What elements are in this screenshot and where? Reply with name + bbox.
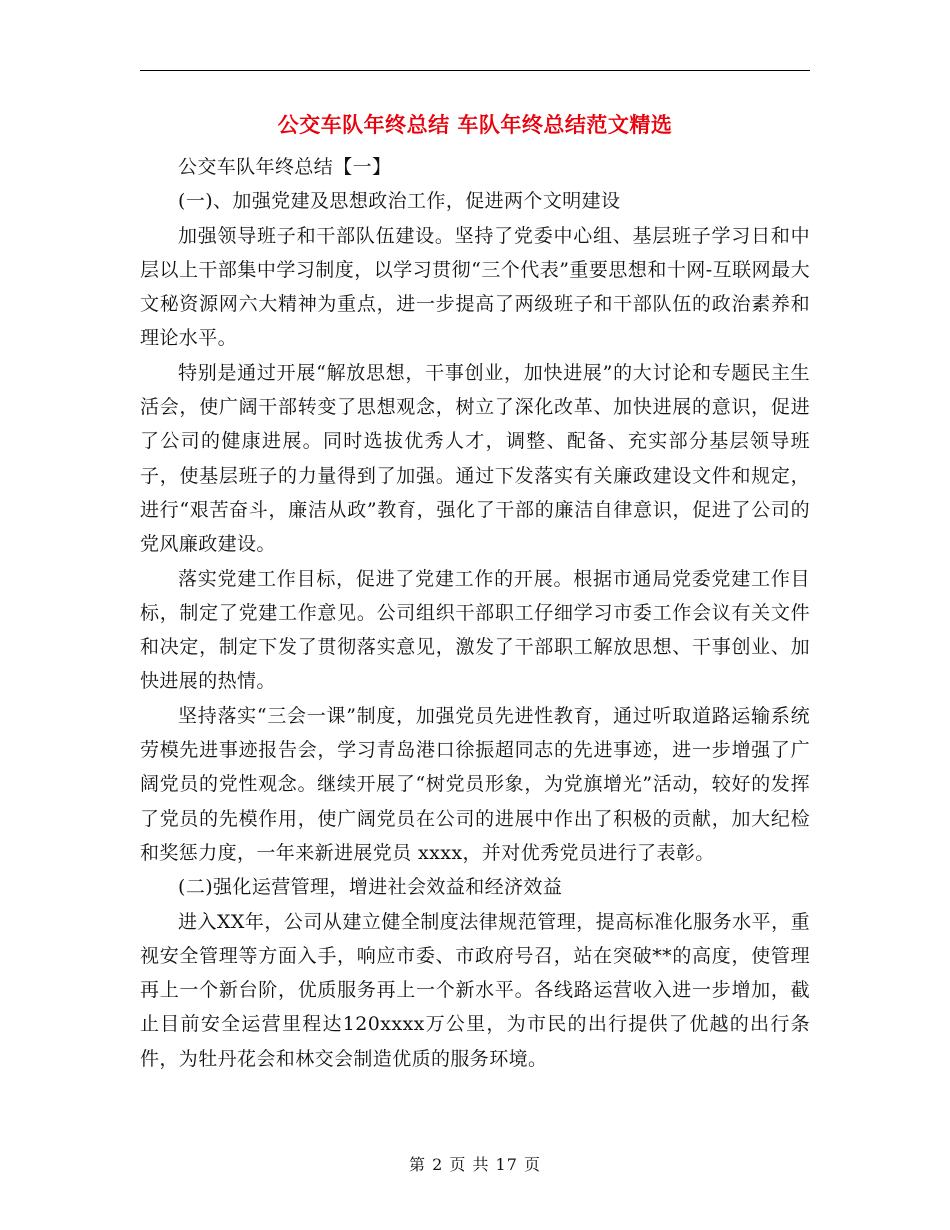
body-paragraph: 落实党建工作目标，促进了党建工作的开展。根据市通局党委党建工作目标，制定了党建工作意见。公司组织干部职工仔细学习市委工作会议有关文件和决定，制定下发了贯彻落实意见，激发了干部职工解放思想、干事创业、加快进展的热情。	[140, 567, 810, 693]
body-paragraph: 进入XX年，公司从建立健全制度法律规范管理，提高标准化服务水平，重视安全管理等方面入手，响应市委、市政府号召，站在突破**的高度，使管理再上一个新台阶，优质服务再上一个新水平。各线路运营收入进一步增加，截止目前安全运营里程达120xxxx万公里，为市民的出行提供了优越的出行条件，为牡丹花会和林交会制造优质的服务环境。	[140, 910, 810, 1070]
document-title: 公交车队年终总结 车队年终总结范文精选	[277, 112, 673, 137]
subsection-heading: (一)、加强党建及思想政治工作，促进两个文明建设	[178, 190, 621, 213]
document-body	[140, 150, 810, 1076]
body-paragraph: 特别是通过开展“解放思想，干事创业，加快进展”的大讨论和专题民主生活会，使广阔干部转变了思想观念，树立了深化改革、加快进展的意识，促进了公司的健康进展。同时选拔优秀人才，调整、配备、充实部分基层领导班子，使基层班子的力量得到了加强。通过下发落实有关廉政建设文件和规定，进行“艰苦奋斗，廉洁从政”教育，强化了干部的廉洁自律意识，促进了公司的党风廉政建设。	[140, 361, 810, 556]
body-paragraph: 坚持落实“三会一课”制度，加强党员先进性教育，通过听取道路运输系统劳模先进事迹报告会，学习青岛港口徐振超同志的先进事迹，进一步增强了广阔党员的党性观念。继续开展了“树党员形象，为党旗增光”活动，较好的发挥了党员的先模作用，使广阔党员在公司的进展中作出了积极的贡献，加大纪检和奖惩力度，一年来新进展党员 xxxx，并对优秀党员进行了表彰。	[140, 704, 810, 864]
page-number: 第 2 页 共 17 页	[409, 1155, 541, 1174]
header-rule	[140, 70, 810, 71]
section-heading: 公交车队年终总结【一】	[178, 156, 392, 178]
subsection-heading: (二)强化运营管理，增进社会效益和经济效益	[178, 876, 563, 899]
body-paragraph: 加强领导班子和干部队伍建设。坚持了党委中心组、基层班子学习日和中层以上干部集中学习制度，以学习贯彻“三个代表”重要思想和十网-互联网最大文秘资源网六大精神为重点，进一步提高了两级班子和干部队伍的政治素养和理论水平。	[140, 224, 810, 350]
